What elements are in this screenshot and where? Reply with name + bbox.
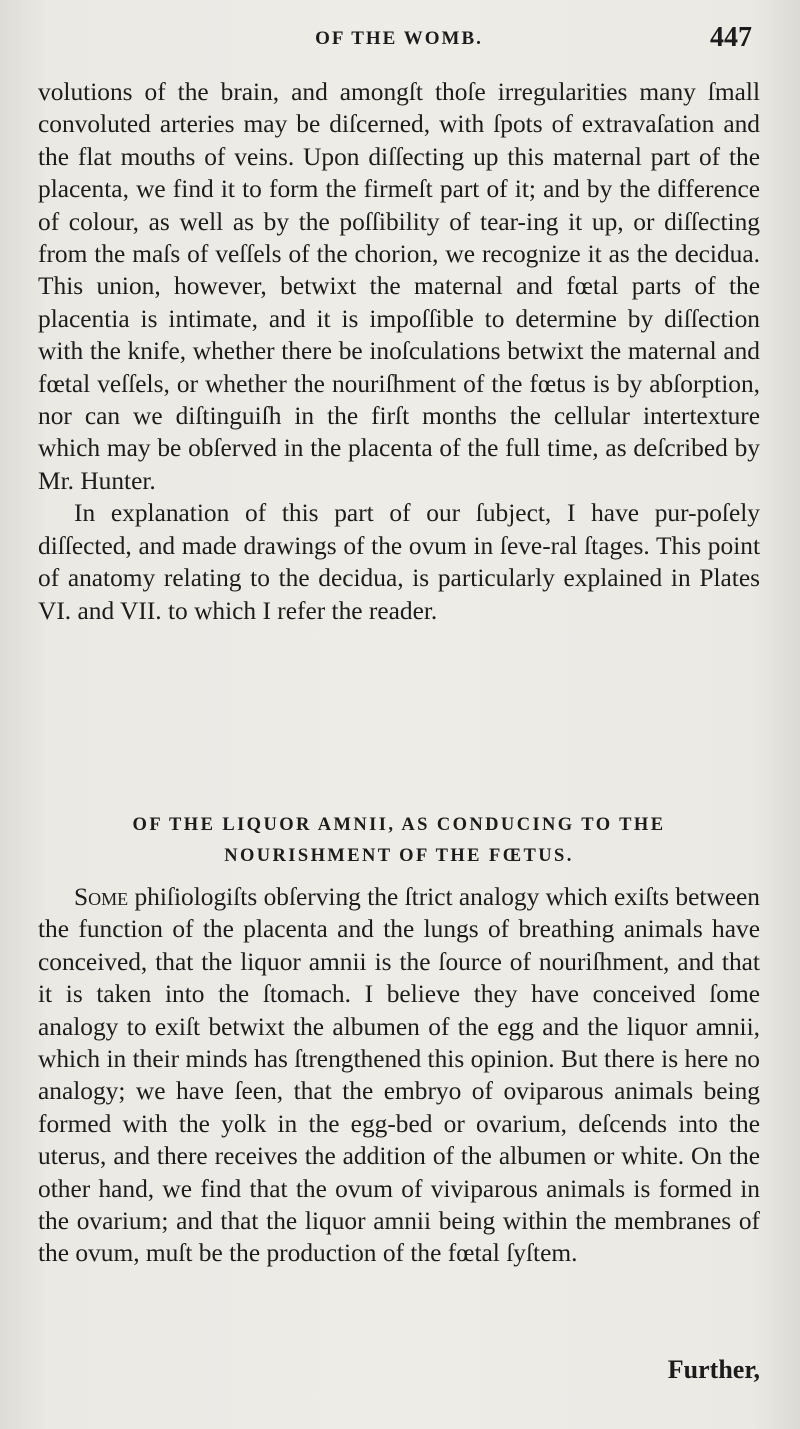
section-heading-line-1: OF THE LIQUOR AMNII, AS CONDUCING TO THE [132,815,666,835]
running-title: OF THE WOMB. [315,28,483,49]
opening-word: Some [74,883,129,911]
page-number: 447 [710,22,752,53]
section-heading [38,810,760,872]
running-head [38,22,760,56]
catchword: Further, [667,1355,760,1384]
paragraph-liquor-amnii [38,881,760,1270]
paragraph-body: phiſiologiſts obſerving the ſtrict analogy which exiſts between the function of the placenta and the lungs of breathing animals have conceived, that the liquor amnii is the ſource of nouriſhment, and that it is taken into the ſtomach. I believe they have conceived ſome analogy to exiſt betwixt the albumen of the egg and the liquor amnii, which in their minds has ſtrengthened this opinion. But there is here no analogy; we have ſeen, that the embryo of oviparous animals being formed with the yolk in the egg-bed or ovarium, deſcends into the uterus, and there receives the addition of the albumen or white. On the other hand, we find that the ovum of viviparous animals is formed in the ovarium; and that the liquor amnii being within the membranes of the ovum, muſt be the production of the fœtal ſyſtem. [38,883,760,1268]
paragraph-continued: volutions of the brain, and amongſt thoſe irregularities many ſmall convoluted arteries may be diſcerned, with ſpots of extravaſation and the flat mouths of veins. Upon diſſecting up this maternal part of the placenta, we find it to form the firmeſt part of it; and by the difference of colour, as well as by the poſſibility of tear-ing it up, or diſſecting from the maſs of veſſels of the chorion, we recognize it as the decidua. This union, however, betwixt the maternal and fœtal parts of the placentia is intimate, and it is impoſſible to determine by diſſection with the knife, whether there be inoſculations betwixt the maternal and fœtal veſſels, or whether the nouriſhment of the fœtus is by abſorption, nor can we diſtinguiſh in the firſt months the cellular intertexture which may be obſerved in the placenta of the full time, as deſcribed by Mr. Hunter. [38,78,760,495]
text-block-section [38,881,760,1270]
section-heading-line-2: NOURISHMENT OF THE FŒTUS. [224,846,574,866]
paragraph-explanation: In explanation of this part of our ſubject, I have pur-poſely diſſected, and made drawings of the ovum in ſeve-ral ſtages. This point of anatomy relating to the decidua, is particularly explained in Plates VI. and VII. to which I refer the reader. [38,499,760,625]
text-block-top [38,76,760,627]
